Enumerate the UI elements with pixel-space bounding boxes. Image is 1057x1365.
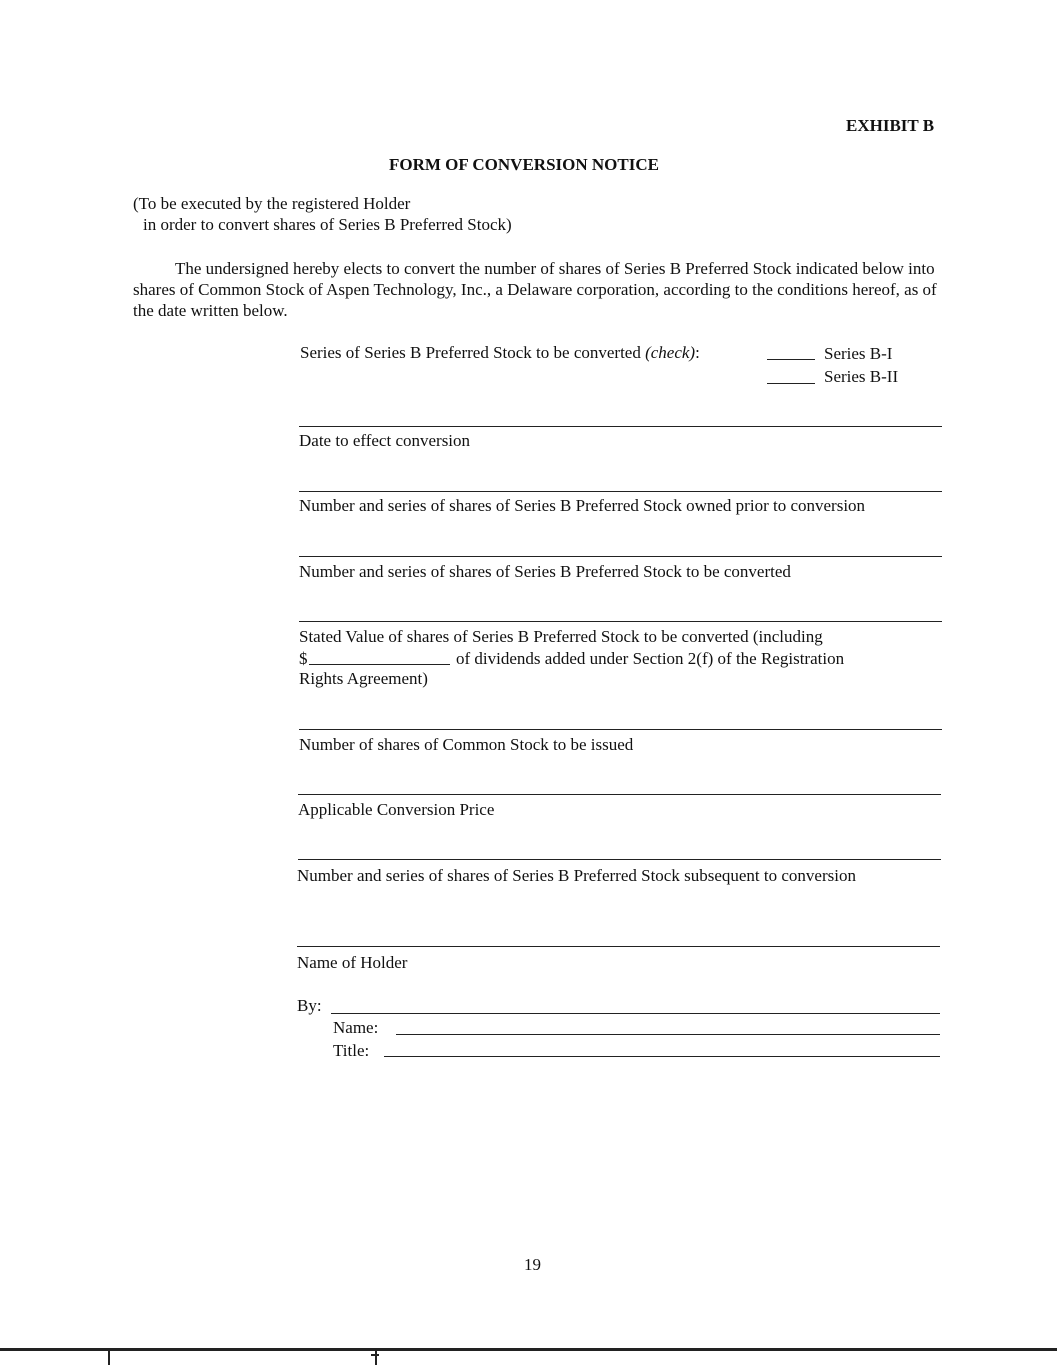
- subsequent-label: Number and series of shares of Series B Preferred Stock subsequent to conversion: [297, 866, 856, 885]
- series-b-ii-label: Series B-II: [824, 367, 899, 386]
- dividends-amount-line[interactable]: [309, 664, 450, 665]
- by-label: By:: [297, 996, 322, 1015]
- signer-title-line[interactable]: [384, 1056, 940, 1057]
- series-selection-text: Series of Series B Preferred Stock to be converted: [300, 343, 641, 362]
- common-issued-label: Number of shares of Common Stock to be issued: [299, 735, 634, 754]
- to-convert-label: Number and series of shares of Series B Preferred Stock to be converted: [299, 562, 791, 581]
- title-label: Title:: [333, 1041, 370, 1060]
- owned-prior-line[interactable]: [299, 491, 942, 492]
- check-hint: (check): [645, 343, 696, 362]
- stated-value-label-1: Stated Value of shares of Series B Preferred Stock to be converted (including: [299, 627, 823, 646]
- name-label: Name:: [333, 1018, 379, 1037]
- date-label: Date to effect conversion: [299, 431, 471, 450]
- series-selection-colon: :: [695, 343, 700, 362]
- common-issued-line[interactable]: [299, 729, 942, 730]
- signer-name-line[interactable]: [396, 1034, 940, 1035]
- subsequent-line[interactable]: [298, 859, 941, 860]
- scan-edge-tick-cap: [371, 1354, 379, 1356]
- page-number: 19: [524, 1255, 541, 1274]
- intro-paragraph: [133, 258, 945, 321]
- stated-value-label-3: Rights Agreement): [299, 669, 428, 688]
- by-signature-line[interactable]: [331, 1013, 940, 1014]
- holder-name-line[interactable]: [297, 946, 940, 947]
- stated-value-line[interactable]: [299, 621, 942, 622]
- series-b-i-label: Series B-I: [824, 344, 893, 363]
- instructions-line-1: (To be executed by the registered Holder: [133, 194, 411, 213]
- scan-edge-line: [0, 1348, 1057, 1351]
- date-line[interactable]: [299, 426, 942, 427]
- scan-edge-tick-left: [108, 1348, 110, 1365]
- conversion-price-label: Applicable Conversion Price: [298, 800, 495, 819]
- conversion-price-line[interactable]: [298, 794, 941, 795]
- holder-label: Name of Holder: [297, 953, 408, 972]
- series-b-ii-checkbox[interactable]: [767, 383, 815, 384]
- page-title: FORM OF CONVERSION NOTICE: [389, 155, 659, 174]
- stated-value-label-2: of dividends added under Section 2(f) of the Registration: [456, 649, 845, 668]
- scan-edge-tick-center: [375, 1348, 377, 1365]
- series-selection-label: [300, 342, 700, 363]
- owned-prior-label: Number and series of shares of Series B Preferred Stock owned prior to conversion: [299, 496, 866, 515]
- intro-paragraph-text: The undersigned hereby elects to convert the number of shares of Series B Preferred Stock indicated below into shares of Common Stock of Aspen Technology, Inc., a Delaware corporation, according to the conditions hereof, as of the date written below.: [133, 259, 937, 320]
- series-b-i-checkbox[interactable]: [767, 359, 815, 360]
- to-convert-line[interactable]: [299, 556, 942, 557]
- exhibit-label: EXHIBIT B: [846, 116, 935, 135]
- stated-value-dollar: $: [299, 649, 308, 668]
- instructions-line-2: in order to convert shares of Series B Preferred Stock): [143, 215, 512, 234]
